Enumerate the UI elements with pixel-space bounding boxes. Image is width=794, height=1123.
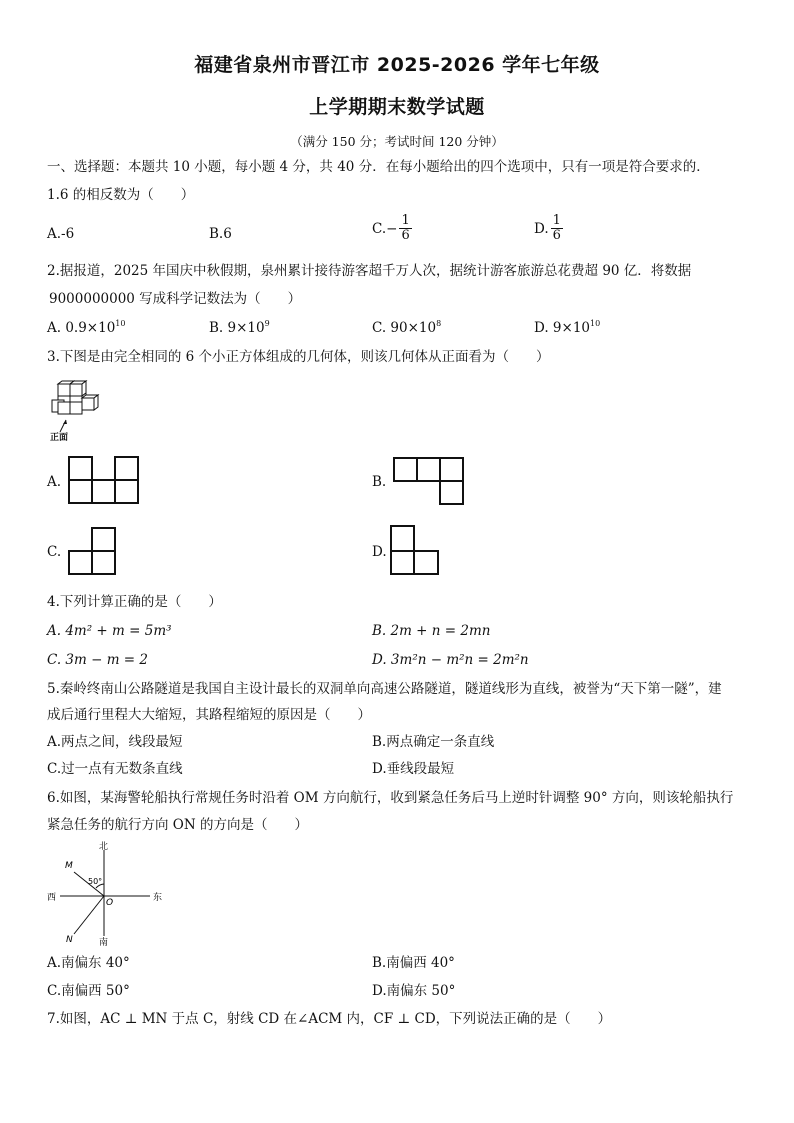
- compass-point-n: N: [66, 935, 73, 945]
- q3-option-d-view: [390, 524, 442, 578]
- q2-c-exponent: 8: [436, 319, 442, 328]
- q1-stem: 1.6 的相反数为（ ）: [47, 187, 195, 203]
- q6-stem-line2: 紧急任务的航行方向 ON 的方向是（ ）: [47, 817, 308, 833]
- q6-option-d: D.南偏东 50°: [372, 983, 456, 999]
- q3-option-b-label: B.: [372, 474, 387, 490]
- q3-option-c-view: [68, 526, 118, 578]
- fraction-denominator: 6: [552, 228, 561, 243]
- q4-option-c: C. 3m − m = 2: [47, 652, 148, 668]
- q1-option-c-fraction: [399, 214, 411, 243]
- q6-stem-line1: 6.如图，某海警轮船执行常规任务时沿着 OM 方向航行，收到紧急任务后马上逆时针调整 90° 方向，则该轮船执行: [47, 790, 734, 806]
- compass-south-label: 南: [99, 938, 109, 948]
- q3-option-c-label: C.: [47, 544, 62, 560]
- q5-option-c: C.过一点有无数条直线: [47, 761, 183, 777]
- fraction-denominator: 6: [401, 228, 410, 243]
- compass-point-m: M: [65, 861, 73, 871]
- q4-stem: 4.下列计算正确的是（ ）: [47, 594, 222, 610]
- fraction-numerator: 1: [401, 213, 410, 228]
- q5-stem-line1: 5.秦岭终南山公路隧道是我国自主设计最长的双洞单向高速公路隧道，隧道线形为直线，被誉为“天下第一隧”，建: [47, 681, 722, 697]
- q1-option-d: [534, 214, 563, 243]
- q3-option-b-view: [393, 456, 465, 506]
- q1-option-b: B.6: [209, 226, 232, 242]
- q2-a-exponent: 10: [115, 319, 126, 328]
- q7-stem: 7.如图，AC ⊥ MN 于点 C，射线 CD 在∠ACM 内，CF ⊥ CD，下列说法正确的是（ ）: [47, 1011, 612, 1027]
- q2-stem-line1: 2.据报道，2025 年国庆中秋假期，泉州累计接待游客超千万人次，据统计游客旅游总花费超 90 亿．将数据: [47, 263, 692, 279]
- q1-option-d-fraction: [551, 214, 563, 243]
- q6-option-c: C.南偏西 50°: [47, 983, 130, 999]
- compass-east-label: 东: [153, 893, 163, 903]
- q5-stem-line2: 成后通行里程大大缩短，其路程缩短的原因是（ ）: [47, 707, 371, 723]
- q6-option-a: A.南偏东 40°: [47, 955, 130, 971]
- q2-d-base: D. 9×10: [534, 320, 591, 336]
- q2-option-c: [372, 319, 441, 337]
- compass-angle-label: 50°: [88, 877, 103, 886]
- q4-option-a: A. 4m² + m = 5m³: [47, 623, 172, 639]
- q1-option-d-prefix: D.: [534, 220, 549, 237]
- compass-west-label: 西: [47, 893, 57, 903]
- q5-option-a: A.两点之间，线段最短: [47, 734, 183, 750]
- q2-b-base: B. 9×10: [209, 320, 265, 336]
- q6-compass-figure: [46, 838, 168, 948]
- section-heading: 一、选择题：本题共 10 小题，每小题 4 分，共 40 分．在每小题给出的四个选项中，只有一项是符合要求的．: [47, 159, 710, 175]
- q2-b-exponent: 9: [264, 319, 270, 328]
- q2-stem-line2: 9000000000 写成科学记数法为（ ）: [49, 291, 302, 307]
- q3-front-label: 正面: [50, 433, 69, 443]
- q3-stem: 3.下图是由完全相同的 6 个小正方体组成的几何体，则该几何体从正面看为（ ）: [47, 349, 550, 365]
- exam-subtitle: （满分 150 分；考试时间 120 分钟）: [290, 134, 504, 149]
- q2-d-exponent: 10: [590, 319, 601, 328]
- q1-option-a: A.-6: [47, 226, 75, 242]
- q2-a-base: A. 0.9×10: [47, 320, 116, 336]
- q3-option-a-view: [68, 456, 140, 504]
- q2-option-a: [47, 319, 125, 337]
- compass-point-o: O: [106, 898, 114, 908]
- q3-option-a-label: A.: [47, 474, 62, 490]
- q1-option-c: [372, 214, 412, 243]
- q2-option-b: [209, 319, 270, 337]
- q6-option-b: B.南偏西 40°: [372, 955, 455, 971]
- q5-option-b: B.两点确定一条直线: [372, 734, 495, 750]
- q5-option-d: D.垂线段最短: [372, 761, 455, 777]
- q4-option-d: D. 3m²n − m²n = 2m²n: [372, 652, 529, 668]
- compass-north-label: 北: [99, 842, 109, 852]
- q1-option-c-prefix: C.−: [372, 220, 398, 237]
- exam-title-line2: 上学期期末数学试题: [309, 96, 485, 118]
- q2-c-base: C. 90×10: [372, 320, 437, 336]
- fraction-numerator: 1: [552, 213, 561, 228]
- exam-title-line1: 福建省泉州市晋江市 2025-2026 学年七年级: [194, 54, 600, 76]
- q4-option-b: B. 2m + n = 2mn: [372, 623, 491, 639]
- q3-option-d-label: D.: [372, 544, 387, 560]
- q2-option-d: [534, 319, 600, 337]
